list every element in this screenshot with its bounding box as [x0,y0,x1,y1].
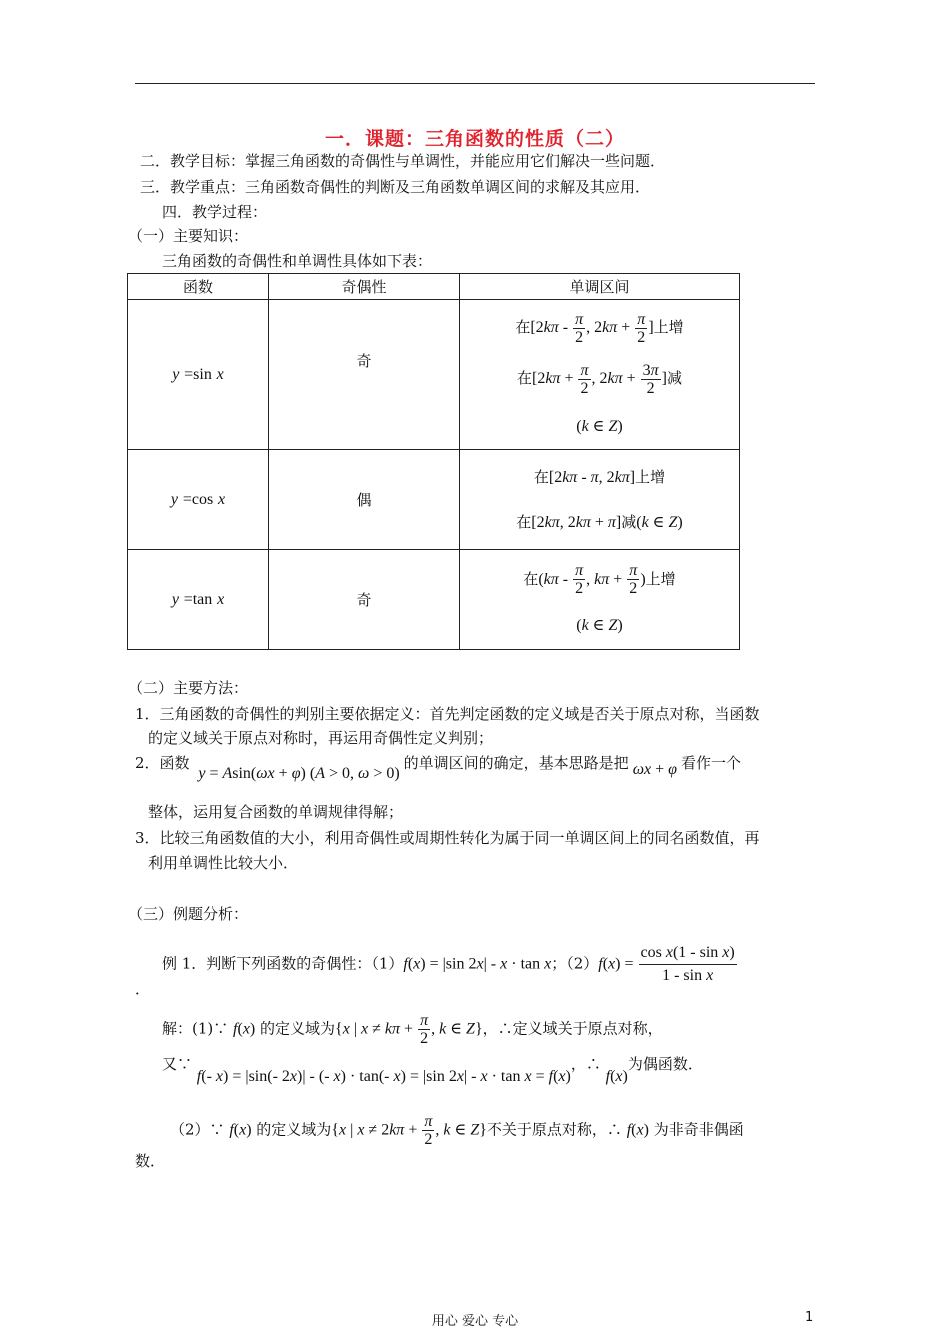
teaching-process: 四．教学过程： [162,203,268,221]
solution-1-end: 为偶函数． [627,1055,703,1073]
mono-cos [460,450,740,550]
method-2-end: 看作一个 [680,754,741,772]
section-examples: （三）例题分析： [128,905,249,923]
mono-sin [460,300,740,450]
mono-sin-inc: 在[2kπ - $\frac{\pi}{2}$ , 2kπ + $\frac{\pi}{2}$ ]上增 [515,310,684,346]
parity-cos: 偶 [269,450,460,550]
method-2-mid: 的单调区间的确定，基本思路是把 [403,754,629,772]
example-1-sep: ；（2） [551,954,599,973]
parity-sin: 奇 [269,300,460,450]
func-tan: y =tan x [128,550,269,650]
table-row [128,450,740,550]
method-2-line-1 [135,752,741,782]
solution-1-prefix: 又∵ [162,1055,193,1073]
mono-cos-dec: 在[2kπ, 2kπ + π]减(k ∈ Z) [516,512,683,531]
teaching-focus: 三．教学重点：三角函数奇偶性的判断及三角函数单调区间的求解及其应用． [140,178,651,196]
solution-1-formula: f(- x) = |sin(- 2x)| - (- x) · tan(- x) = |sin 2x| - x · tan x = f(x) [196,1068,571,1085]
solution-1-mid: ，∴ [570,1055,601,1073]
method-1-line-1: 1．三角函数的奇偶性的判别主要依据定义：首先判定函数的定义域是否关于原点对称，当函数 [135,705,760,723]
header-rule [135,83,815,84]
method-2-prefix: 2．函数 [135,754,190,772]
solution-1-line-1: 解：(1)∵ f(x) 的定义域为{x | x ≠ kπ + $\frac{\pi}{2}$ , k ∈ Z}，∴定义域关于原点对称， [162,1012,663,1047]
mono-tan-inc: 在(kπ - $\frac{\pi}{2}$ , kπ + $\frac{\pi}{2}$ )上增 [523,562,676,597]
example-1-prefix: 例 1．判断下列函数的奇偶性：（1） [162,954,404,973]
table-row [128,550,740,650]
solution-2-line-1: （2）∵ f(x) 的定义域为{x | x ≠ 2kπ + $\frac{\pi}{2}$ , k ∈ Z}不关于原点对称，∴ f(x) 为非奇非偶函 [170,1113,744,1148]
parity-tan: 奇 [269,550,460,650]
mono-sin-k: (k ∈ Z) [576,418,623,435]
example-1-end-dot: ． [135,980,151,998]
table-row [128,300,740,450]
page-footer: 用心 爱心 专心 [431,1314,519,1329]
func-sin: y =sin x [128,300,269,450]
section-main-knowledge: （一）主要知识： [128,227,249,245]
table-intro: 三角函数的奇偶性和单调性具体如下表： [162,252,433,270]
header-monotonic: 单调区间 [460,274,740,300]
method-3-line-2: 利用单调性比较大小． [148,854,299,872]
solution-1-line-2 [162,1053,703,1085]
lesson-title: 一．课题：三角函数的性质（二） [324,128,625,150]
method-1-line-2: 的定义域关于原点对称时，再运用奇偶性定义判别； [148,729,494,747]
solution-1-fx: f(x) [605,1068,628,1085]
example-1-statement: 例 1．判断下列函数的奇偶性：（1）f(x) = |sin 2x| - x · tan x；（2）f(x) = $\frac{\text{cos x(1 - sin x)}}{\text{1 - sin x}}$ [162,942,738,987]
trig-properties-table [127,273,740,650]
mono-sin-dec: 在[2kπ + $\frac{\pi}{2}$ , 2kπ + $\frac{3\pi}{2}$ ]减 [516,361,683,397]
func-cos: y =cos x [128,450,269,550]
mono-tan [460,550,740,650]
page-number: 1 [805,1310,814,1325]
header-function: 函数 [128,274,269,300]
section-main-methods: （二）主要方法： [128,679,249,697]
teaching-goal: 二．教学目标：掌握三角函数的奇偶性与单调性，并能应用它们解决一些问题． [140,152,666,170]
method-2-arg: ωx + φ [632,761,677,778]
header-parity: 奇偶性 [269,274,460,300]
method-2-line-2: 整体，运用复合函数的单调规律得解； [148,803,404,821]
solution-2-line-2: 数． [135,1152,166,1170]
example-1-fraction: $\frac{\text{cos x(1 - sin x)}}{\text{1 - sin x}}$ [640,944,735,984]
mono-cos-inc: 在[2kπ - π, 2kπ]上增 [533,467,666,486]
method-2-formula: y = Asin(ωx + φ) (A > 0, ω > 0) [198,765,400,782]
mono-tan-k: (k ∈ Z) [576,616,623,634]
method-3-line-1: 3．比较三角函数值的大小，利用奇偶性或周期性转化为属于同一单调区间上的同名函数值，再 [135,829,760,847]
